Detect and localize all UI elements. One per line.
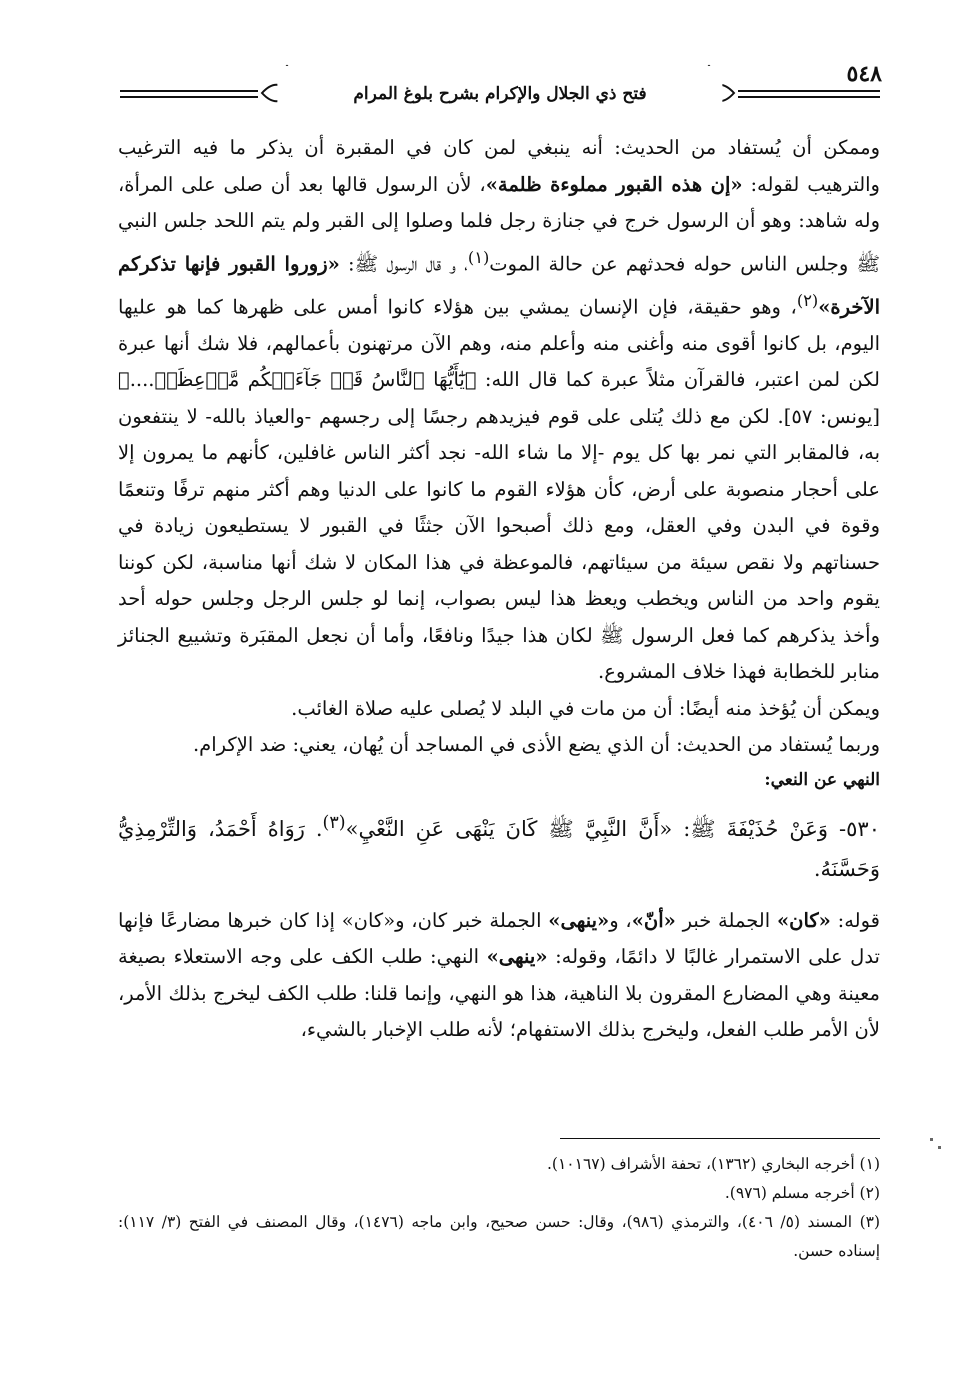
- bold-term: «كان»: [776, 908, 831, 932]
- scan-speck: [930, 1138, 933, 1141]
- running-header: [120, 60, 880, 128]
- text-run: الجملة خبر: [675, 908, 777, 932]
- bold-term: «ينهى»: [548, 908, 610, 932]
- hadith-text: [118, 803, 880, 889]
- footnote-3: (٣) المسند (٥/ ٤٠٦)، والترمذي (٩٨٦)، وقال: حسن صحيح، وابن ماجه (١٤٧٦)، وقال المصنف في الفتح (٣/ ١١٧): إسناده حسن.: [118, 1213, 881, 1260]
- footnote-ref-3[interactable]: (٣): [322, 812, 346, 833]
- text-run: قوله:: [830, 908, 880, 932]
- main-text: [118, 130, 880, 1049]
- text-run: النهي: طلب الكف على وجه الاستعلاء بصيغة معينة وهي المضارع المقرون بلا الناهية، هذا هو النهي، وإنما قلنا: طلب الكف ليخرج بذلك الأمر، لأن الأمر طلب الفعل، وليخرج بذلك الاستفهام؛ لأنه طلب الإخبار بالشيء،: [118, 945, 880, 1041]
- page-number: ٥٤٨: [822, 60, 882, 88]
- footnote-ref-1[interactable]: (١): [467, 247, 490, 267]
- paragraph-1: [118, 130, 880, 691]
- footnote-2: (٢) أخرجه مسلم (٩٧٦).: [724, 1184, 880, 1202]
- text-run: ، لأن الرسول قالها بعد أن صلى على المرأة، وله شاهد: وهو أن الرسول خرج في جنازة رجل فلما وصلوا إلى القبر ولم يتم اللحد جلس النبي ﷺ وجلس الناس حوله فحدثهم عن حالة الموت: [118, 172, 880, 275]
- footnote-1: (١) أخرجه البخاري (١٣٦٢)، تحفة الأشراف (١٠١٦٧).: [546, 1155, 880, 1173]
- quoted-hadith: «زوروا القبور فإنها تذكركم الآخرة»: [118, 252, 880, 318]
- text-run: . رَوَاهُ أَحْمَدُ، وَالتِّرْمِذِيُّ وَحَسَّنَهُ.: [118, 816, 880, 881]
- paragraph-3: وربما يُستفاد من الحديث: أن الذي يضع الأذى في المساجد أن يُهان، يعني: ضد الإكرام.: [192, 732, 880, 756]
- footnote-ref-2[interactable]: (٢): [796, 290, 819, 310]
- bold-term: «ينهى»: [486, 945, 548, 968]
- paragraph-2: ويمكن أن يُؤخذ منه أيضًا: أن من مات في البلد لا يُصلى عليه صلاة الغائب.: [291, 696, 880, 720]
- text-run: ، و: [609, 908, 632, 932]
- text-run: ، وهو حقيقة، فإن الإنسان يمشي بين هؤلاء كانوا أمس على ظهرها كما هو عليها اليوم، بل كانوا أقوى منه وأغنى منه وأعلم منه، وهم الآن مرتهنون بأعمالهم، فلا شك أنها عبرة لكن لمن اعتبر، فالقرآن مثلاً عبرة كما قال الله:: [118, 295, 880, 391]
- footnote-separator: [560, 1138, 880, 1139]
- text-run: الجملة خبر كان، و«كان» إذا كان خبرها مضارعًا فإنها تدل على الاستمرار غالبًا لا دائمًا، وقوله:: [118, 908, 880, 968]
- bold-term: «أنّ»: [631, 908, 676, 932]
- section-heading: النهي عن النعي:: [764, 769, 880, 790]
- scan-speck: [938, 1146, 941, 1149]
- quoted-hadith: «إن هذه القبور مملوءة ظلمة»: [485, 172, 743, 196]
- text-run: وممكن أن يُستفاد من الحديث: أنه ينبغي لمن كان في المقبرة أن يذكر ما فيه الترغيب والترهيب لقوله:: [118, 136, 880, 196]
- text-run: ٥٣٠- وَعَنْ حُذَيْفَةَ ﷺ: «أَنَّ النَّبِيَّ ﷺ كَانَ يَنْهَى عَنِ النَّعْيِ»: [345, 816, 880, 841]
- text-run: ، و قال الرسول ﷺ:: [339, 252, 468, 275]
- footnotes: [118, 1150, 880, 1266]
- quran-verse: ﴿يَٰٓأَيُّهَا ٱلنَّاسُ قَدۡ جَآءَتۡكُم مَّوۡعِظَةٞ....﴾: [118, 368, 477, 391]
- text-run: [يونس: ٥٧]. لكن مع ذلك يُتلى على قوم فيزيدهم رجسًا إلى رجسهم -والعياذ بالله- لا ينتفعون به، فالمقابر التي نمر بها كل يوم -إلا ما شاء الله- نجد أكثر الناس غافلين، كأنهم ما يمرون إلا على أحجار منصوبة على أرض، كأن هؤلاء القوم ما كانوا على الدنيا وهم أكثر منهم ترفًا وتنعمًا وقوة في البدن وفي العقل، ومع ذلك أصبحوا الآن جثثًا في القبور لا يستطيعون زيادة في حسناتهم ولا نقص سيئة من سيئاتهم، فالموعظة في هذا المكان لا شك أنها مناسبة، لكن كوننا يقوم واحد من الناس ويخطب ويعظ هذا ليس بصواب، إنما لو جلس الرجل وجلس حوله أحد وأخذ يذكرهم كما فعل الرسول ﷺ لكان هذا جيدًا ونافعًا، وأما أن نجعل المقبَرة وتشييع الجنائز منابر للخطابة فهذا خلاف المشروع.: [118, 404, 880, 683]
- book-title: فتح ذي الجلال والإكرام بشرح بلوغ المرام: [277, 66, 722, 122]
- paragraph-4: [118, 903, 880, 1049]
